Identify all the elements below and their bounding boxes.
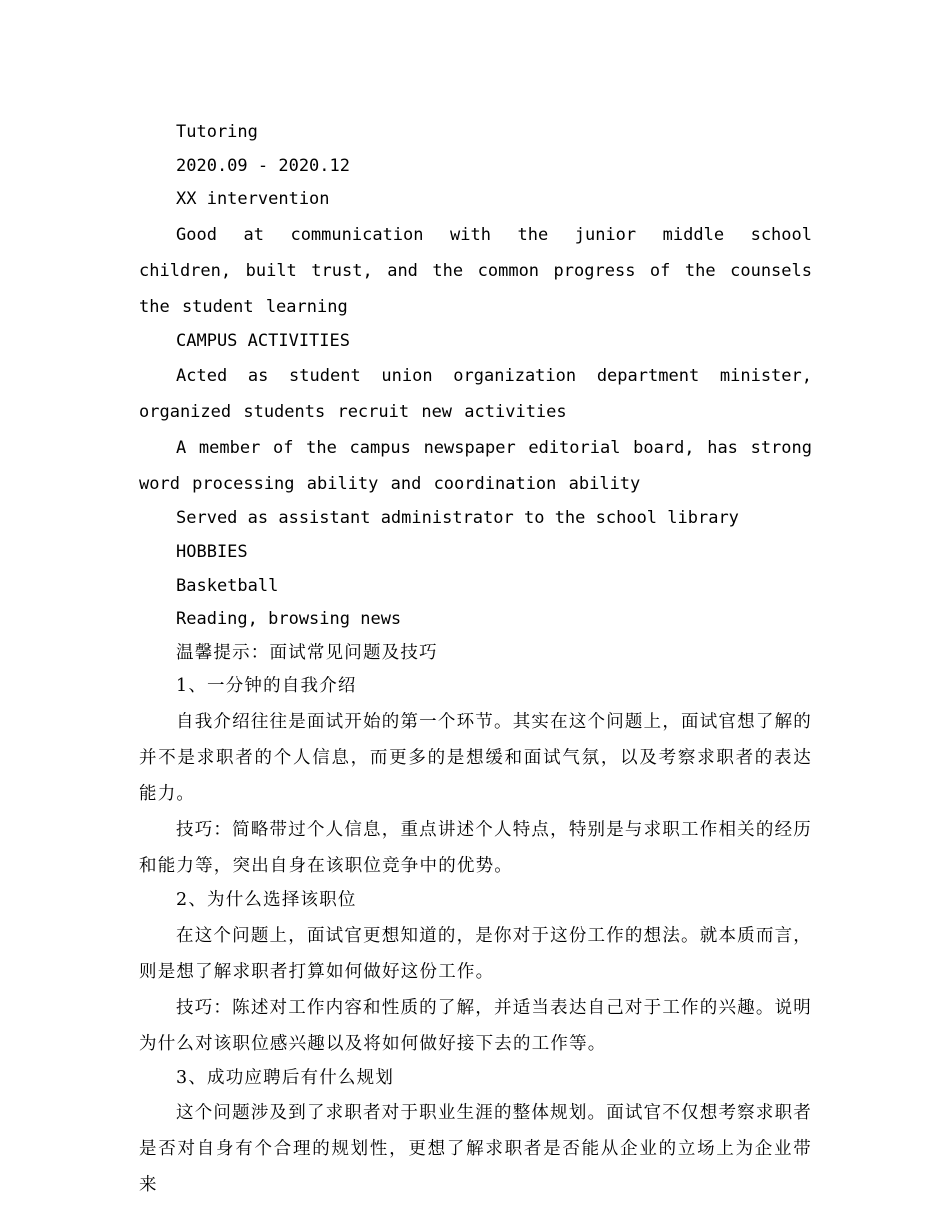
- tips-heading: 温馨提示：面试常见问题及技巧: [176, 642, 438, 663]
- campus-activity-item: A member of the campus newspaper editorial board, has strong word processing ability and coordination ability: [139, 438, 812, 495]
- question-title: 3、成功应聘后有什么规划: [176, 1067, 395, 1088]
- question-body: 自我介绍往往是面试开始的第一个环节。其实在这个问题上，面试官想了解的并不是求职者的个人信息，而更多的是想缓和面试气氛，以及考察求职者的表达能力。: [139, 711, 812, 804]
- question-tip: 技巧：陈述对工作内容和性质的了解，并适当表达自己对于工作的兴趣。说明为什么对该职位感兴趣以及将如何做好接下去的工作等。: [139, 997, 812, 1054]
- hobby-item: Reading, browsing news: [176, 609, 402, 630]
- campus-activity-item: Served as assistant administrator to the school library: [176, 508, 739, 529]
- experience-dates: 2020.09 - 2020.12: [176, 155, 350, 176]
- question-title: 1、一分钟的自我介绍: [176, 676, 357, 697]
- experience-title: Tutoring: [176, 122, 258, 142]
- campus-activities-heading: CAMPUS ACTIVITIES: [176, 330, 350, 351]
- question-body: 这个问题涉及到了求职者对于职业生涯的整体规划。面试官不仅想考察求职者是否对自身有个合理的规划性，更想了解求职者是否能从企业的立场上为企业带来: [139, 1103, 812, 1196]
- question-title: 2、为什么选择该职位: [176, 889, 357, 910]
- experience-description: Good at communication with the junior middle school children, built trust, and the common progress of the counsels the student learning: [139, 224, 812, 317]
- question-body: 在这个问题上，面试官更想知道的，是你对于这份工作的想法。就本质而言，则是想了解求职者打算如何做好这份工作。: [139, 925, 812, 982]
- campus-activity-item: Acted as student union organization department minister, organized students recruit new activities: [139, 366, 812, 423]
- hobby-item: Basketball: [176, 575, 279, 596]
- hobbies-heading: HOBBIES: [176, 541, 248, 562]
- document-body: [139, 116, 812, 1203]
- experience-organization: XX intervention: [176, 189, 330, 210]
- question-tip: 技巧：简略带过个人信息，重点讲述个人特点，特别是与求职工作相关的经历和能力等，突出自身在该职位竞争中的优势。: [139, 819, 812, 876]
